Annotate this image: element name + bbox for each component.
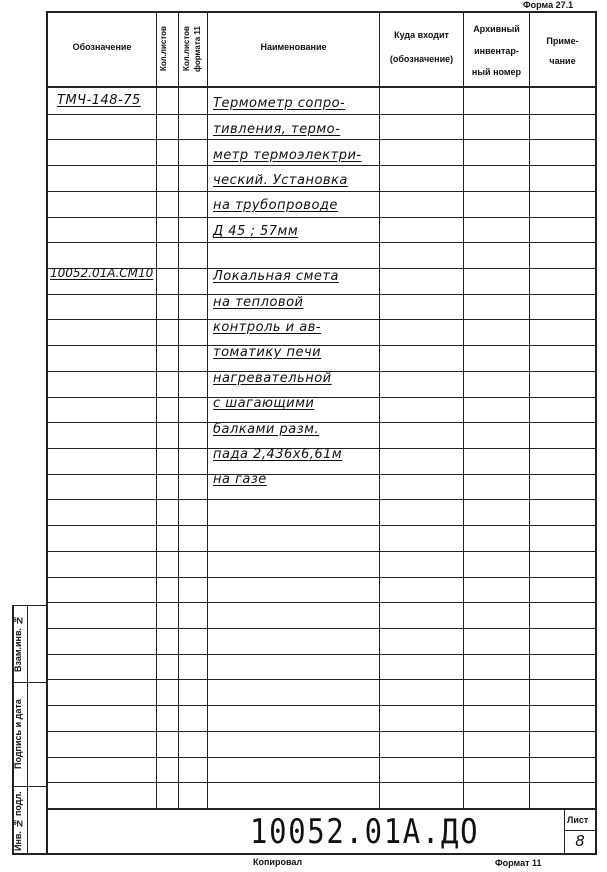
entry-2-name-line: контроль и ав-: [213, 320, 322, 335]
entry-1-name-line: тивления, термо-: [213, 122, 341, 137]
row-divider: [48, 422, 595, 423]
header-designation: Обозначение: [72, 42, 132, 52]
entry-1-name-line: метр термоэлектри-: [213, 148, 362, 163]
row-divider: [48, 757, 595, 758]
row-divider: [48, 577, 595, 578]
row-divider: [48, 782, 595, 783]
entry-2-name-line: на газе: [213, 472, 267, 487]
entry-1-name-line: ческий. Установка: [213, 173, 348, 188]
stamp-vzam: Взам.инв. №: [13, 615, 23, 673]
row-divider: [48, 525, 595, 526]
row-divider: [48, 294, 595, 295]
header-note-1: Приме-: [546, 36, 579, 46]
row-divider: [48, 551, 595, 552]
row-divider: [48, 345, 595, 346]
entry-2-name-line: балками разм.: [213, 422, 320, 437]
header-num-sheets: Кол.листов: [159, 26, 168, 72]
entry-2-name-line: с шагающими: [213, 396, 315, 411]
entry-1-name-line: на трубопроводе: [213, 198, 338, 213]
row-divider: [48, 705, 595, 706]
row-divider: [48, 474, 595, 475]
header-num-sheets-format: Кол.листов формата 11: [182, 26, 202, 72]
header-name: Наименование: [260, 42, 327, 52]
row-divider: [48, 628, 595, 629]
row-divider: [48, 139, 595, 140]
header-note-2: чание: [549, 56, 576, 66]
stamp-podpis: Подпись и дата: [13, 699, 23, 769]
sheet-label: Лист: [567, 815, 589, 825]
stamp-inv-podl: Инв. № подл.: [13, 791, 23, 851]
row-divider: [48, 654, 595, 655]
row-divider: [48, 679, 595, 680]
sheet-number: 8: [575, 832, 585, 850]
row-divider: [48, 191, 595, 192]
header-archive-2: инвентар-: [474, 46, 519, 56]
header-archive-3: ный номер: [471, 67, 522, 77]
entry-2-name-line: пада 2,436х6,61м: [213, 447, 343, 462]
copied-label: Копировал: [253, 857, 303, 867]
entry-2-designation: 10052.01А.СМ10: [50, 266, 154, 280]
entry-2-name-line: томатику печи: [213, 345, 322, 360]
header-where-used-2: (обозначение): [389, 54, 454, 64]
row-divider: [48, 731, 595, 732]
format-label: Формат 11: [495, 858, 542, 868]
doc-code: 10052.01А.ДО: [250, 812, 480, 852]
header-archive-1: Архивный: [473, 24, 520, 34]
form-label: Форма 27.1: [523, 0, 574, 10]
entry-1-name-line: Д 45 ; 57мм: [213, 224, 299, 239]
entry-1-name-line: Термометр сопро-: [213, 96, 346, 111]
row-divider: [48, 319, 595, 320]
header-where-used-1: Куда входит: [394, 30, 449, 40]
row-divider: [48, 114, 595, 115]
row-divider: [48, 499, 595, 500]
row-divider: [48, 397, 595, 398]
entry-2-name-line: нагревательной: [213, 371, 332, 386]
row-divider: [48, 165, 595, 166]
entry-1-designation: ТМЧ-148-75: [57, 93, 141, 108]
row-divider: [48, 602, 595, 603]
row-divider: [48, 242, 595, 243]
entry-2-name-line: Локальная смета: [213, 269, 339, 284]
entry-2-name-line: на тепловой: [213, 295, 304, 310]
row-divider: [48, 217, 595, 218]
